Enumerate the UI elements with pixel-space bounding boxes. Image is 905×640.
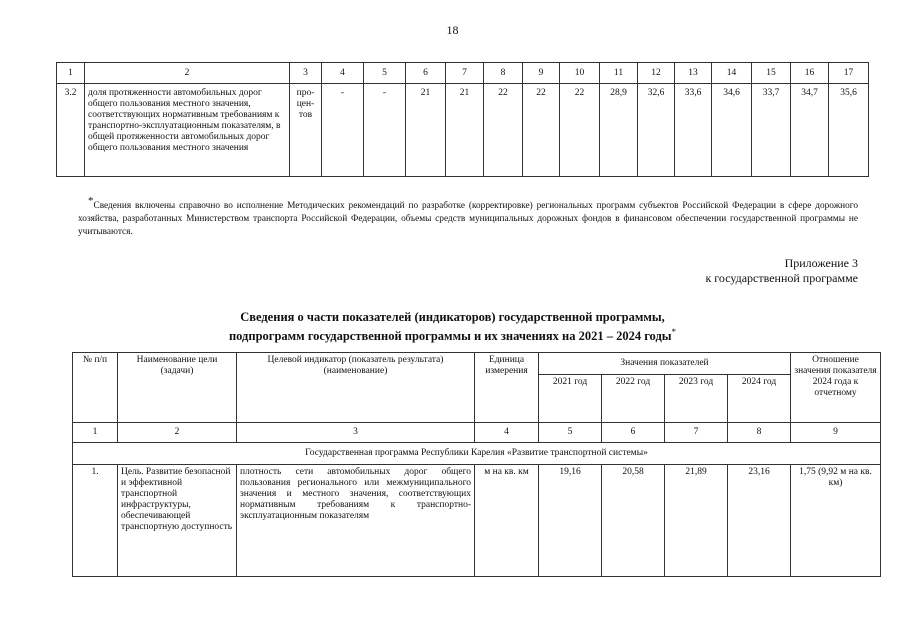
document-title bbox=[0, 310, 905, 344]
table-row bbox=[57, 84, 869, 177]
title-line-1: Сведения о части показателей (индикаторов) государственной программы, bbox=[240, 310, 665, 324]
table-header-row bbox=[57, 63, 869, 84]
value-cell: 32,6 bbox=[638, 84, 675, 177]
header-cell: 16 bbox=[791, 63, 829, 84]
numbering-cell: 5 bbox=[539, 423, 602, 443]
header-cell: 4 bbox=[322, 63, 364, 84]
row-number: 1. bbox=[73, 465, 118, 577]
table-header-row bbox=[73, 353, 881, 375]
value-cell: 20,58 bbox=[602, 465, 665, 577]
numbering-cell: 9 bbox=[791, 423, 881, 443]
header-values-group: Значения показателей bbox=[539, 353, 791, 375]
indicator-table-continued bbox=[56, 62, 869, 177]
header-cell: 6 bbox=[406, 63, 446, 84]
row-number: 3.2 bbox=[57, 84, 85, 177]
header-cell: 12 bbox=[638, 63, 675, 84]
header-cell: 10 bbox=[560, 63, 600, 84]
value-cell: 34,7 bbox=[791, 84, 829, 177]
value-cell: 34,6 bbox=[712, 84, 752, 177]
header-cell: 17 bbox=[829, 63, 869, 84]
numbering-cell: 7 bbox=[665, 423, 728, 443]
value-cell: 22 bbox=[484, 84, 523, 177]
value-cell: 19,16 bbox=[539, 465, 602, 577]
page-number: 18 bbox=[446, 23, 459, 37]
indicator-name: доля протяженности автомобильных дорог общего пользования местного значения, соответствующих нормативным требованиям к транспортно-эксплуатационным показателям, в общей протяженности автомобильных дорог общего пользования местного значения bbox=[85, 84, 290, 177]
value-cell: 23,16 bbox=[728, 465, 791, 577]
title-line-2 bbox=[0, 325, 905, 344]
header-year: 2021 год bbox=[539, 375, 602, 423]
numbering-cell: 4 bbox=[475, 423, 539, 443]
appendix-line-1: Приложение 3 bbox=[784, 256, 858, 270]
program-name: Государственная программа Республики Карелия «Развитие транспортной системы» bbox=[73, 443, 881, 465]
numbering-cell: 1 bbox=[73, 423, 118, 443]
header-indicator: Целевой индикатор (показатель результата) (наименование) bbox=[237, 353, 475, 423]
footnote bbox=[78, 195, 858, 239]
header-cell: 14 bbox=[712, 63, 752, 84]
numbering-cell: 6 bbox=[602, 423, 665, 443]
numbering-cell: 3 bbox=[237, 423, 475, 443]
title-mark: * bbox=[671, 327, 677, 337]
header-cell: 7 bbox=[446, 63, 484, 84]
header-cell: 5 bbox=[364, 63, 406, 84]
value-cell: 21,89 bbox=[665, 465, 728, 577]
header-ratio: Отношение значения показателя 2024 года к отчетному bbox=[791, 353, 881, 423]
header-goal: Наименование цели (задачи) bbox=[118, 353, 237, 423]
value-cell: 21 bbox=[406, 84, 446, 177]
appendix-heading bbox=[705, 256, 858, 286]
value-cell: - bbox=[322, 84, 364, 177]
footnote-mark: * bbox=[88, 195, 94, 207]
indicator-values-table bbox=[72, 352, 881, 577]
appendix-line-2: к государственной программе bbox=[705, 271, 858, 285]
value-cell: 21 bbox=[446, 84, 484, 177]
value-cell: 28,9 bbox=[600, 84, 638, 177]
value-cell: 22 bbox=[560, 84, 600, 177]
numbering-cell: 2 bbox=[118, 423, 237, 443]
header-cell: 2 bbox=[85, 63, 290, 84]
value-cell: - bbox=[364, 84, 406, 177]
value-cell: 35,6 bbox=[829, 84, 869, 177]
title-line-2-text: подпрограмм государственной программы и их значениях на 2021 – 2024 годы bbox=[228, 329, 672, 344]
value-cell: 33,6 bbox=[675, 84, 712, 177]
header-cell: 13 bbox=[675, 63, 712, 84]
unit-cell: м на кв. км bbox=[475, 465, 539, 577]
header-year: 2024 год bbox=[728, 375, 791, 423]
table-row bbox=[73, 465, 881, 577]
numbering-cell: 8 bbox=[728, 423, 791, 443]
value-cell: 22 bbox=[523, 84, 560, 177]
header-year: 2022 год bbox=[602, 375, 665, 423]
header-num: № п/п bbox=[73, 353, 118, 423]
ratio-cell: 1,75 (9,92 м на кв. км) bbox=[791, 465, 881, 577]
unit-cell: про-цен-тов bbox=[290, 84, 322, 177]
goal-cell: Цель. Развитие безопасной и эффективной транспортной инфраструктуры, обеспечивающей транспортную доступность bbox=[118, 465, 237, 577]
header-cell: 3 bbox=[290, 63, 322, 84]
indicator-cell: плотность сети автомобильных дорог общего пользования регионального или межмуниципального значения и местного значения, соответствующих нормативным требованиям к транспортно-эксплуатационным показателям bbox=[237, 465, 475, 577]
header-cell: 11 bbox=[600, 63, 638, 84]
header-cell: 1 bbox=[57, 63, 85, 84]
value-cell: 33,7 bbox=[752, 84, 791, 177]
header-unit: Единица измерения bbox=[475, 353, 539, 423]
footnote-text: Сведения включены справочно во исполнение Методических рекомендаций по разработке (корректировке) региональных программ субъектов Российской Федерации в сфере дорожного хозяйства, разработанных Министерством транспорта Российской Федерации, объемы средств муниципальных дорожных фондов в финансовом обеспечении государственной программы не учитываются. bbox=[78, 201, 858, 238]
header-year: 2023 год bbox=[665, 375, 728, 423]
numbering-row bbox=[73, 423, 881, 443]
program-row bbox=[73, 443, 881, 465]
header-cell: 15 bbox=[752, 63, 791, 84]
header-cell: 8 bbox=[484, 63, 523, 84]
header-cell: 9 bbox=[523, 63, 560, 84]
